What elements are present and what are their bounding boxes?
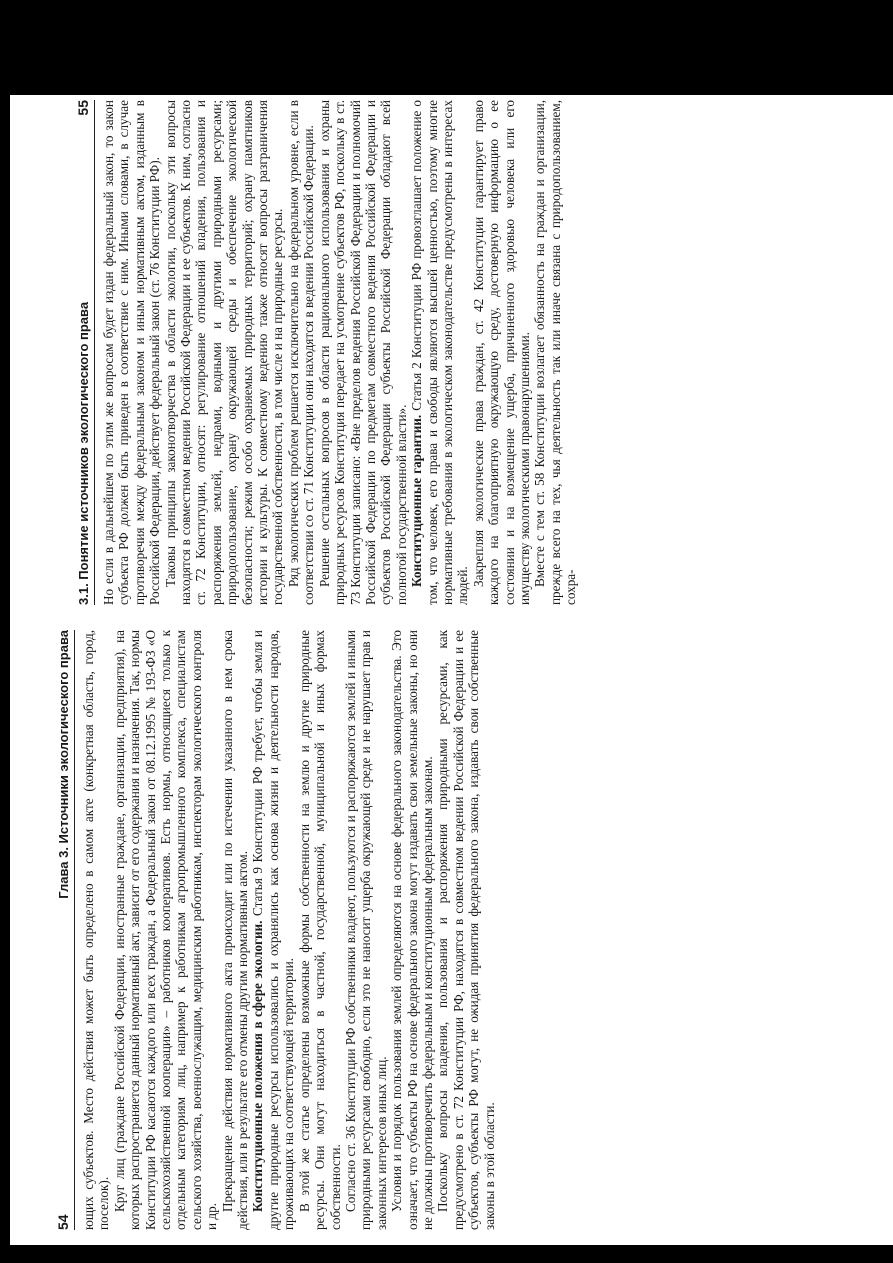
paragraph: Поскольку вопросы владения, пользования и распоряжения природными ресурсами, как предусмотрено в ст. 72 Конституции РФ, находятся в совместном ведении Российской Федерации и ее субъектов, субъекты РФ могут, не ожидая принятия федерального закона, издавать свои собственные законы в этой области. bbox=[435, 630, 497, 1230]
paragraph: Решение остальных вопросов в области рационального использования и охраны природных ресурсов Конституция передает на усмотрение субъектов РФ, поскольку в ст. 73 Конституции записано: «Вне пределов ведения Российской Федерации и полномочий Российской Федерации по предметам совместного ведения Российской Федерации и субъектов Российской Федерации субъекты Российской Федерации обладают всей полнотой государственной власти». bbox=[316, 100, 409, 605]
paragraph: Но если в дальнейшем по этим же вопросам будет издан федеральный закон, то закон субъекта РФ должен быть приведен в соответствие с ним. Иными словами, в случае противоречия между федеральным законом и иным нормативным актом, изданным в Российской Федерации, действует федеральный закон (ст. 76 Конституции РФ). bbox=[101, 100, 163, 605]
left-page-content bbox=[55, 630, 815, 1230]
paragraph: Круг лиц (граждане Российской Федерации, иностранные граждане, организации, предприятия), на которых распространяется данный нормативный акт, зависит от его содержания и назначения. Так, нормы Конституции РФ касаются каждого или всех граждан, а Федеральный закон от 08.12.1995 № 193-ФЗ «О сельскохозяйственной кооперации» – работников кооперативов. Есть нормы, относящиеся только к отдельным категориям лиц, например к работникам агропромышленного комплекса, специалистам сельского хозяйства, военнослужащим, медицинским работникам, инспекторам экологического контроля и др. bbox=[111, 630, 220, 1230]
paragraph: В этой же статье определены возможные формы собственности на землю и другие природные ресурсы. Они могут находиться в частной, государственной, муниципальной и иных формах собственности. bbox=[296, 630, 343, 1230]
paragraph: ющих субъектов. Место действия может быть определено в самом акте (конкретная область, город, поселок). bbox=[81, 630, 112, 1230]
paragraph: Согласно ст. 36 Конституции РФ собственники владеют, пользуются и распоряжаются землей и иными природными ресурсами свободно, если это не наносит ущерба окружающей среде и не нарушает прав и законных интересов иных лиц. bbox=[342, 630, 389, 1230]
paragraph: Закрепляя экологические права граждан, ст. 42 Конституции гарантирует право каждого на благоприятную окружающую среду, достоверную информацию о ее состоянии и на возмещение ущерба, причиненного здоровью человека или его имуществу экологическими правонарушениями. bbox=[470, 100, 532, 605]
paragraph: Таковы принципы законотворчества в области экологии, поскольку эти вопросы находятся в совместном ведении Российской Федерации и ее субъектов. К ним, согласно ст. 72 Конституции, относят: регулирование отношений владения, пользования и распоряжения землей, недрами, водными и другими природными ресурсами; природопользование, охрану окружающей среды и обеспечение экологической безопасности; режим особо охраняемых природных территорий; охрану памятников истории и культуры. К совместному ведению также относят вопросы разграничения государственной собственности, в том числе и на природные ресурсы. bbox=[162, 100, 286, 605]
running-head: 3.1. Понятие источников экологического права bbox=[75, 301, 91, 605]
right-page-header bbox=[75, 100, 95, 605]
running-head: Глава 3. Источники экологического права bbox=[55, 630, 71, 899]
left-page-header bbox=[55, 630, 75, 1230]
paragraph: Конституционные положения в сфере экологии. Статья 9 Конституции РФ требует, чтобы земля и другие природные ресурсы использовались и охранялись как основа жизни и деятельности народов, проживающих на соответствующей территории. bbox=[250, 630, 297, 1230]
page-number: 55 bbox=[75, 100, 91, 116]
paragraph: Условия и порядок пользования землей определяются на основе федерального законодательства. Это означает, что субъекты РФ на основе федерального закона могут издавать свои земельные законы, но они не должны противоречить федеральным и конституционным федеральным законам. bbox=[389, 630, 435, 1230]
paragraph: Вместе с тем ст. 58 Конституции возлагает обязанность на граждан и организации, прежде всего на тех, чья деятельность так или иначе связана с природопользованием, сохра- bbox=[532, 100, 579, 605]
paragraph: Прекращение действия нормативного акта происходит или по истечении указанного в нем срока действия, или в результате его отмены другим нормативным актом. bbox=[219, 630, 251, 1230]
paragraph: Конституционные гарантии. Статья 2 Конституции РФ провозглашает положение о том, что человек, его права и свободы являются высшей ценностью, поэтому многие нормативные требования в экологическом законодательстве предусмотрены в интересах людей. bbox=[409, 100, 471, 605]
page-number: 54 bbox=[55, 1214, 71, 1230]
right-page-content bbox=[75, 100, 815, 605]
paragraph: Ряд экологических проблем решается исключительно на федеральном уровне, если в соответствии со ст. 71 Конституции они находятся в ведении Российской Федерации. bbox=[285, 100, 317, 605]
